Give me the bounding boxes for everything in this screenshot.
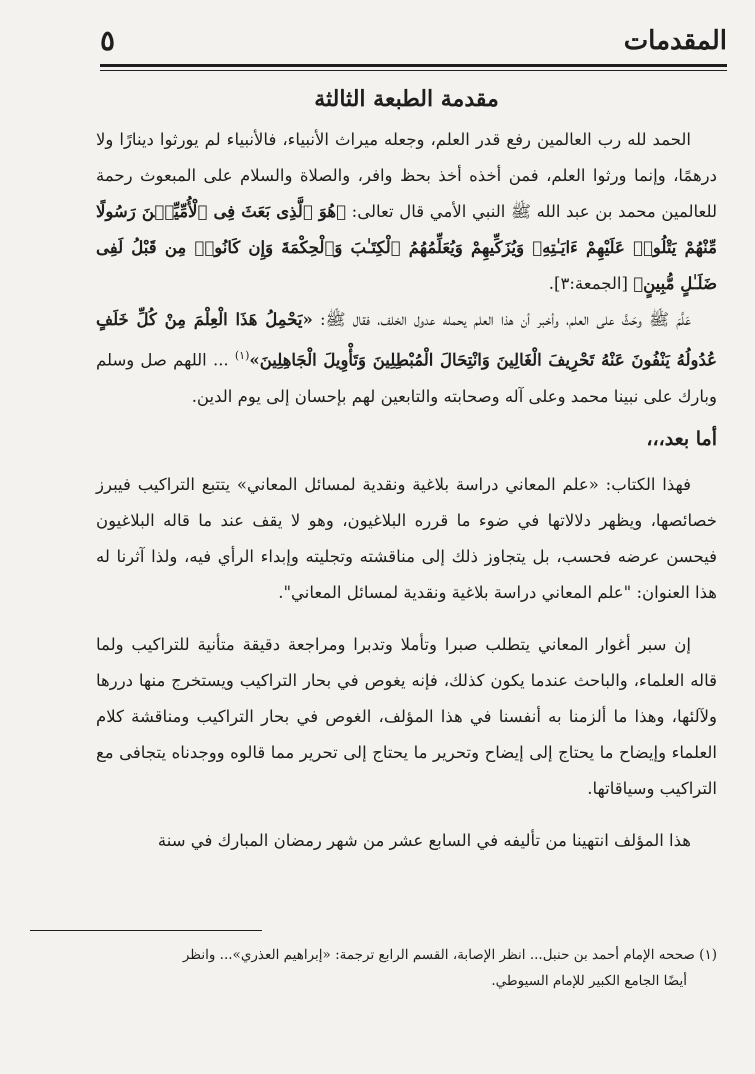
praise-text: الحمد لله رب العالمين رفع قدر العلم، وجعله ميراث الأنبياء، فالأنبياء لم يورثوا دينارًا ولا درهمًا، وإنما ورثوا العلم، فمن أخذه أخذ بحظ وافر، والصلاة والسلام على المبعوث رحمة للعالمين محمد بن عبد الله ﷺ النبي الأمي قال تعالى: [96,130,717,221]
paragraph-hadith [96,302,717,415]
section-title: مقدمة الطبعة الثالثة [314,86,499,112]
paragraph-book-purpose: فهذا الكتاب: «علم المعاني دراسة بلاغية ونقدية لمسائل المعاني» يتتبع التراكيب فيبرز خصائصها، ويظهر دلالاتها في ضوء ما قرره البلاغيون، وهو لا يقف عند ما قاله البلاغيون فيحسن عرضه فحسب، بل يتجاوز ذلك إلى مناقشته وتجليته وإبداء الرأي فيه، ولذا آثرنا له هذا العنوان: "علم المعاني دراسة بلاغية ونقدية لمسائل المعاني". [96,474,717,602]
section-heading-amma-baad: أما بعد،،، [646,427,717,450]
header-rule [100,64,727,67]
paragraph-method: إن سبر أغوار المعاني يتطلب صبرا وتأملا وتدبرا ومراجعة دقيقة متأنية للتراكيب ولما قاله العلماء، والباحث عندما يكون كذلك، فإنه يغوص في بحار التراكيب ويستخرج منها دررها ولآلئها، وهذا ما ألزمنا به أنفسنا في هذا المؤلف، الغوص في بحار التراكيب ومناقشة كلام العلماء وإيضاح ما يحتاج إلى إيضاح وتحرير ما يحتاج إلى تحرير مما قالوه ووجدناه يتجافى مع التراكيب وسياقاتها. [96,634,717,798]
footnote-marker: (١) [234,349,250,362]
paragraph-praise [96,122,717,302]
footnote-rule [30,930,262,931]
page-number: ٥ [100,24,116,57]
paragraph-gap [96,807,717,823]
quran-verse: ﴿هُوَ ٱلَّذِى بَعَثَ فِى ٱلْأُمِّيِّـۧنَ رَسُولًا مِّنْهُمْ يَتْلُوا۟ عَلَيْهِمْ ءَايَـٰتِهِۦ وَيُزَكِّيهِمْ وَيُعَلِّمُهُمُ ٱلْكِتَـٰبَ وَٱلْحِكْمَةَ وَإِن كَانُوا۟ مِن قَبْلُ لَفِى ضَلَـٰلٍ مُّبِينٍ﴾ [96,202,717,293]
hadith-intro: عَلَّمَ ﷺ وحَثَّ على العلم، وأخبر أن هذا العلم يحمله عدول الخلف، فقال ﷺ: [320,310,692,329]
running-header [100,22,727,64]
footnote-1-continued: أيضًا الجامع الكبير للإمام السيوطي. [491,973,687,989]
hadith-text: «يَحْمِلُ هَذَا الْعِلْمَ مِنْ كُلِّ خَلَفٍ عُدُولُهُ يَنْفُونَ عَنْهُ تَحْرِيفَ الْغَالِينَ وَانْتِحَالَ الْمُبْطِلِينَ وَتَأْوِيلَ الْجَاهِلِينَ» [96,310,718,370]
main-text [96,82,717,859]
verse-reference: [الجمعة:٣]. [548,274,628,293]
footnotes [30,942,717,994]
chapter-title: المقدمات [623,26,727,56]
footnote-1: (١) صححه الإمام أحمد بن حنبل... انظر الإصابة، القسم الرابع ترجمة: «إبراهيم العذري»... وانظر [182,947,717,963]
paragraph-completion: هذا المؤلف انتهينا من تأليفه في السابع عشر من شهر رمضان المبارك في سنة [157,830,691,850]
salutation-text: ... اللهم صل وسلم وبارك على نبينا محمد وعلى آله وصحابته والتابعين لهم بإحسان إلى يوم الدين. [96,350,717,406]
paragraph-gap [96,611,717,627]
